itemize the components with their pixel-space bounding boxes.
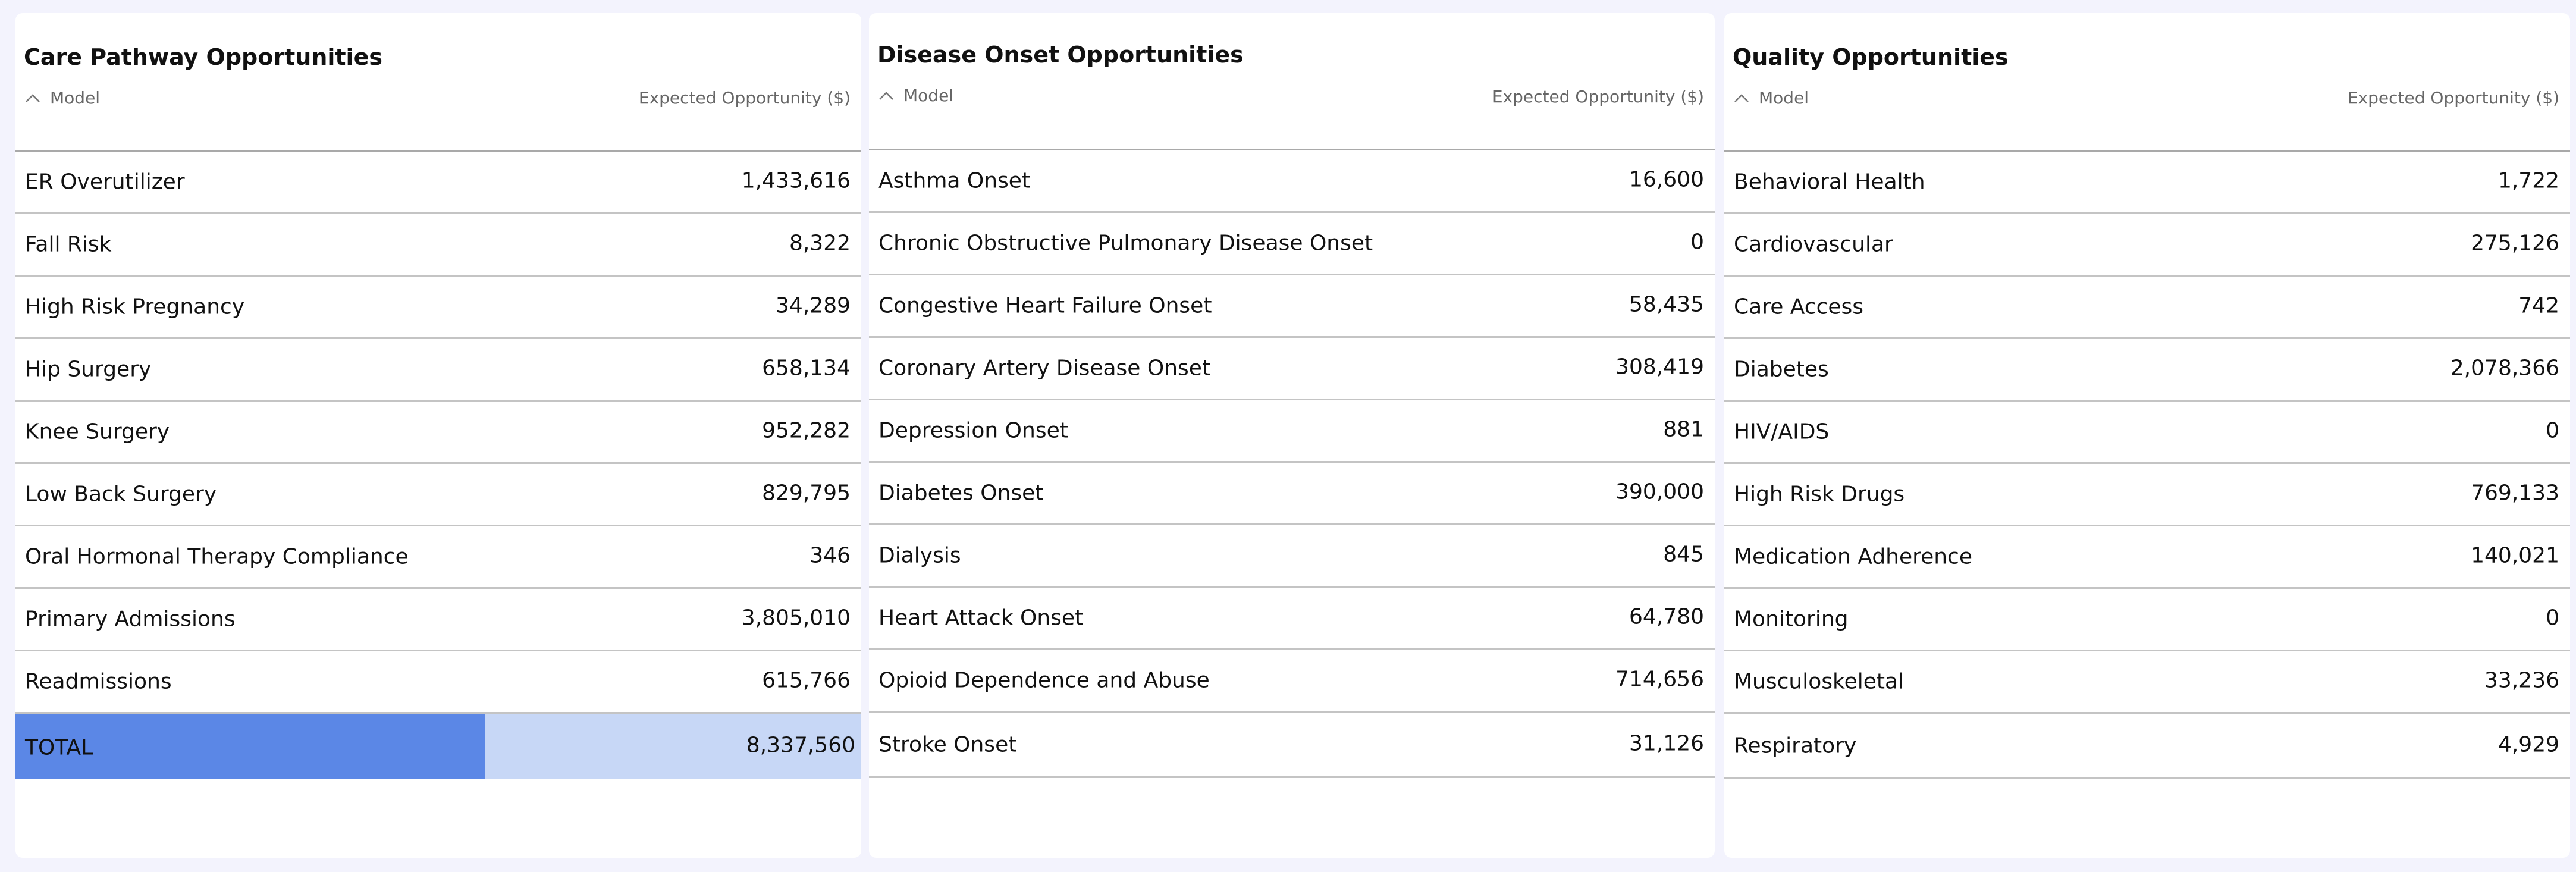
row-value: 1,722	[2497, 168, 2559, 193]
quality-column-header[interactable]: Expected Opportunity ($)	[2347, 88, 2559, 108]
row-value: 346	[809, 543, 851, 568]
row-value: 952,282	[762, 418, 851, 443]
table-row[interactable]	[15, 589, 861, 651]
disease-onset-panel	[869, 13, 1715, 858]
care-pathway-title: Care Pathway Opportunities	[24, 44, 382, 70]
row-value: 275,126	[2471, 231, 2559, 256]
table-row[interactable]	[15, 277, 861, 339]
quality-title: Quality Opportunities	[1733, 44, 2009, 70]
table-row[interactable]	[869, 650, 1715, 713]
table-row[interactable]	[1724, 152, 2570, 214]
total-label-cell	[15, 714, 485, 779]
row-label: Depression Onset	[878, 418, 1068, 443]
disease-onset-column-header[interactable]: Expected Opportunity ($)	[1492, 87, 1704, 106]
table-row[interactable]	[869, 713, 1715, 778]
row-label: Behavioral Health	[1734, 170, 1925, 195]
row-value: 31,126	[1629, 730, 1704, 755]
row-value: 1,433,616	[741, 168, 851, 193]
table-row[interactable]	[15, 526, 861, 589]
row-label: Oral Hormonal Therapy Compliance	[25, 544, 409, 569]
row-value: 2,078,366	[2450, 356, 2559, 381]
row-value: 829,795	[762, 481, 851, 506]
total-label: TOTAL	[25, 735, 93, 760]
row-value: 64,780	[1629, 604, 1704, 629]
table-row[interactable]	[1724, 651, 2570, 714]
row-label: Chronic Obstructive Pulmonary Disease Onset	[878, 231, 1373, 256]
row-label: Cardiovascular	[1734, 232, 1893, 257]
table-row[interactable]	[869, 463, 1715, 525]
row-label: Asthma Onset	[878, 168, 1031, 193]
row-label: Medication Adherence	[1734, 544, 1973, 569]
quality-table	[1724, 150, 2570, 779]
chevron-up-icon	[1733, 92, 1750, 104]
row-value: 769,133	[2471, 481, 2559, 506]
table-row[interactable]	[869, 400, 1715, 463]
row-label: Primary Admissions	[25, 607, 236, 632]
table-row[interactable]	[1724, 526, 2570, 589]
row-label: High Risk Drugs	[1734, 482, 1905, 507]
disease-onset-title: Disease Onset Opportunities	[877, 42, 1244, 68]
row-value: 390,000	[1615, 479, 1704, 504]
quality-sort-model[interactable]	[1733, 88, 1809, 108]
table-row[interactable]	[1724, 339, 2570, 402]
row-label: Care Access	[1734, 294, 1864, 319]
row-label: Fall Risk	[25, 232, 112, 257]
table-row[interactable]	[15, 152, 861, 214]
table-row[interactable]	[869, 275, 1715, 338]
sort-label: Model	[50, 88, 101, 108]
row-value: 658,134	[762, 356, 851, 381]
row-label: Monitoring	[1734, 607, 1849, 632]
quality-panel	[1724, 13, 2570, 858]
total-row	[15, 714, 861, 779]
row-value: 742	[2518, 293, 2559, 318]
row-value: 714,656	[1615, 667, 1704, 692]
row-value: 8,322	[789, 231, 851, 256]
care-pathway-panel	[15, 13, 861, 858]
row-value: 881	[1663, 417, 1704, 442]
row-label: Knee Surgery	[25, 419, 170, 444]
table-row[interactable]	[1724, 589, 2570, 651]
row-value: 0	[1690, 230, 1704, 255]
row-label: Hip Surgery	[25, 357, 152, 382]
table-row[interactable]	[15, 402, 861, 464]
care-pathway-table	[15, 150, 861, 779]
table-row[interactable]	[15, 339, 861, 402]
table-row[interactable]	[15, 464, 861, 526]
care-pathway-column-header[interactable]: Expected Opportunity ($)	[638, 88, 851, 108]
row-value: 58,435	[1629, 292, 1704, 317]
table-row[interactable]	[869, 338, 1715, 400]
row-label: Diabetes	[1734, 357, 1829, 382]
total-value: 8,337,560	[746, 733, 855, 758]
row-label: Readmissions	[25, 669, 172, 694]
table-row[interactable]	[869, 213, 1715, 275]
row-label: Stroke Onset	[878, 732, 1017, 757]
table-row[interactable]	[1724, 214, 2570, 277]
row-label: ER Overutilizer	[25, 170, 185, 195]
row-label: Respiratory	[1734, 733, 1857, 758]
table-row[interactable]	[1724, 714, 2570, 779]
row-value: 4,929	[2497, 732, 2559, 757]
row-label: High Risk Pregnancy	[25, 294, 245, 319]
table-row[interactable]	[1724, 277, 2570, 339]
row-label: Coronary Artery Disease Onset	[878, 356, 1211, 381]
care-pathway-sort-model[interactable]	[24, 88, 100, 108]
sort-label: Model	[903, 86, 954, 105]
chevron-up-icon	[24, 92, 42, 104]
row-value: 34,289	[776, 293, 851, 318]
row-label: Opioid Dependence and Abuse	[878, 668, 1210, 693]
row-label: HIV/AIDS	[1734, 419, 1830, 444]
row-value: 3,805,010	[741, 606, 851, 631]
row-value: 845	[1663, 542, 1704, 567]
disease-onset-sort-model[interactable]	[877, 86, 953, 105]
row-value: 615,766	[762, 668, 851, 693]
row-label: Low Back Surgery	[25, 482, 217, 507]
row-value: 16,600	[1629, 167, 1704, 192]
row-label: Dialysis	[878, 543, 961, 568]
row-label: Heart Attack Onset	[878, 606, 1084, 631]
row-value: 140,021	[2471, 543, 2559, 568]
table-row[interactable]	[869, 150, 1715, 213]
table-row[interactable]	[1724, 464, 2570, 526]
row-label: Diabetes Onset	[878, 481, 1044, 506]
table-row[interactable]	[15, 214, 861, 277]
row-label: Congestive Heart Failure Onset	[878, 293, 1212, 318]
disease-onset-table	[869, 149, 1715, 778]
table-row[interactable]	[15, 651, 861, 714]
row-label: Musculoskeletal	[1734, 669, 1904, 694]
table-row[interactable]	[869, 588, 1715, 650]
row-value: 0	[2546, 606, 2559, 631]
row-value: 33,236	[2484, 668, 2559, 693]
total-value-cell	[485, 714, 861, 779]
table-row[interactable]	[1724, 402, 2570, 464]
sort-label: Model	[1759, 88, 1809, 108]
table-row[interactable]	[869, 525, 1715, 588]
row-value: 0	[2546, 418, 2559, 443]
chevron-up-icon	[877, 90, 895, 102]
row-value: 308,419	[1615, 355, 1704, 379]
